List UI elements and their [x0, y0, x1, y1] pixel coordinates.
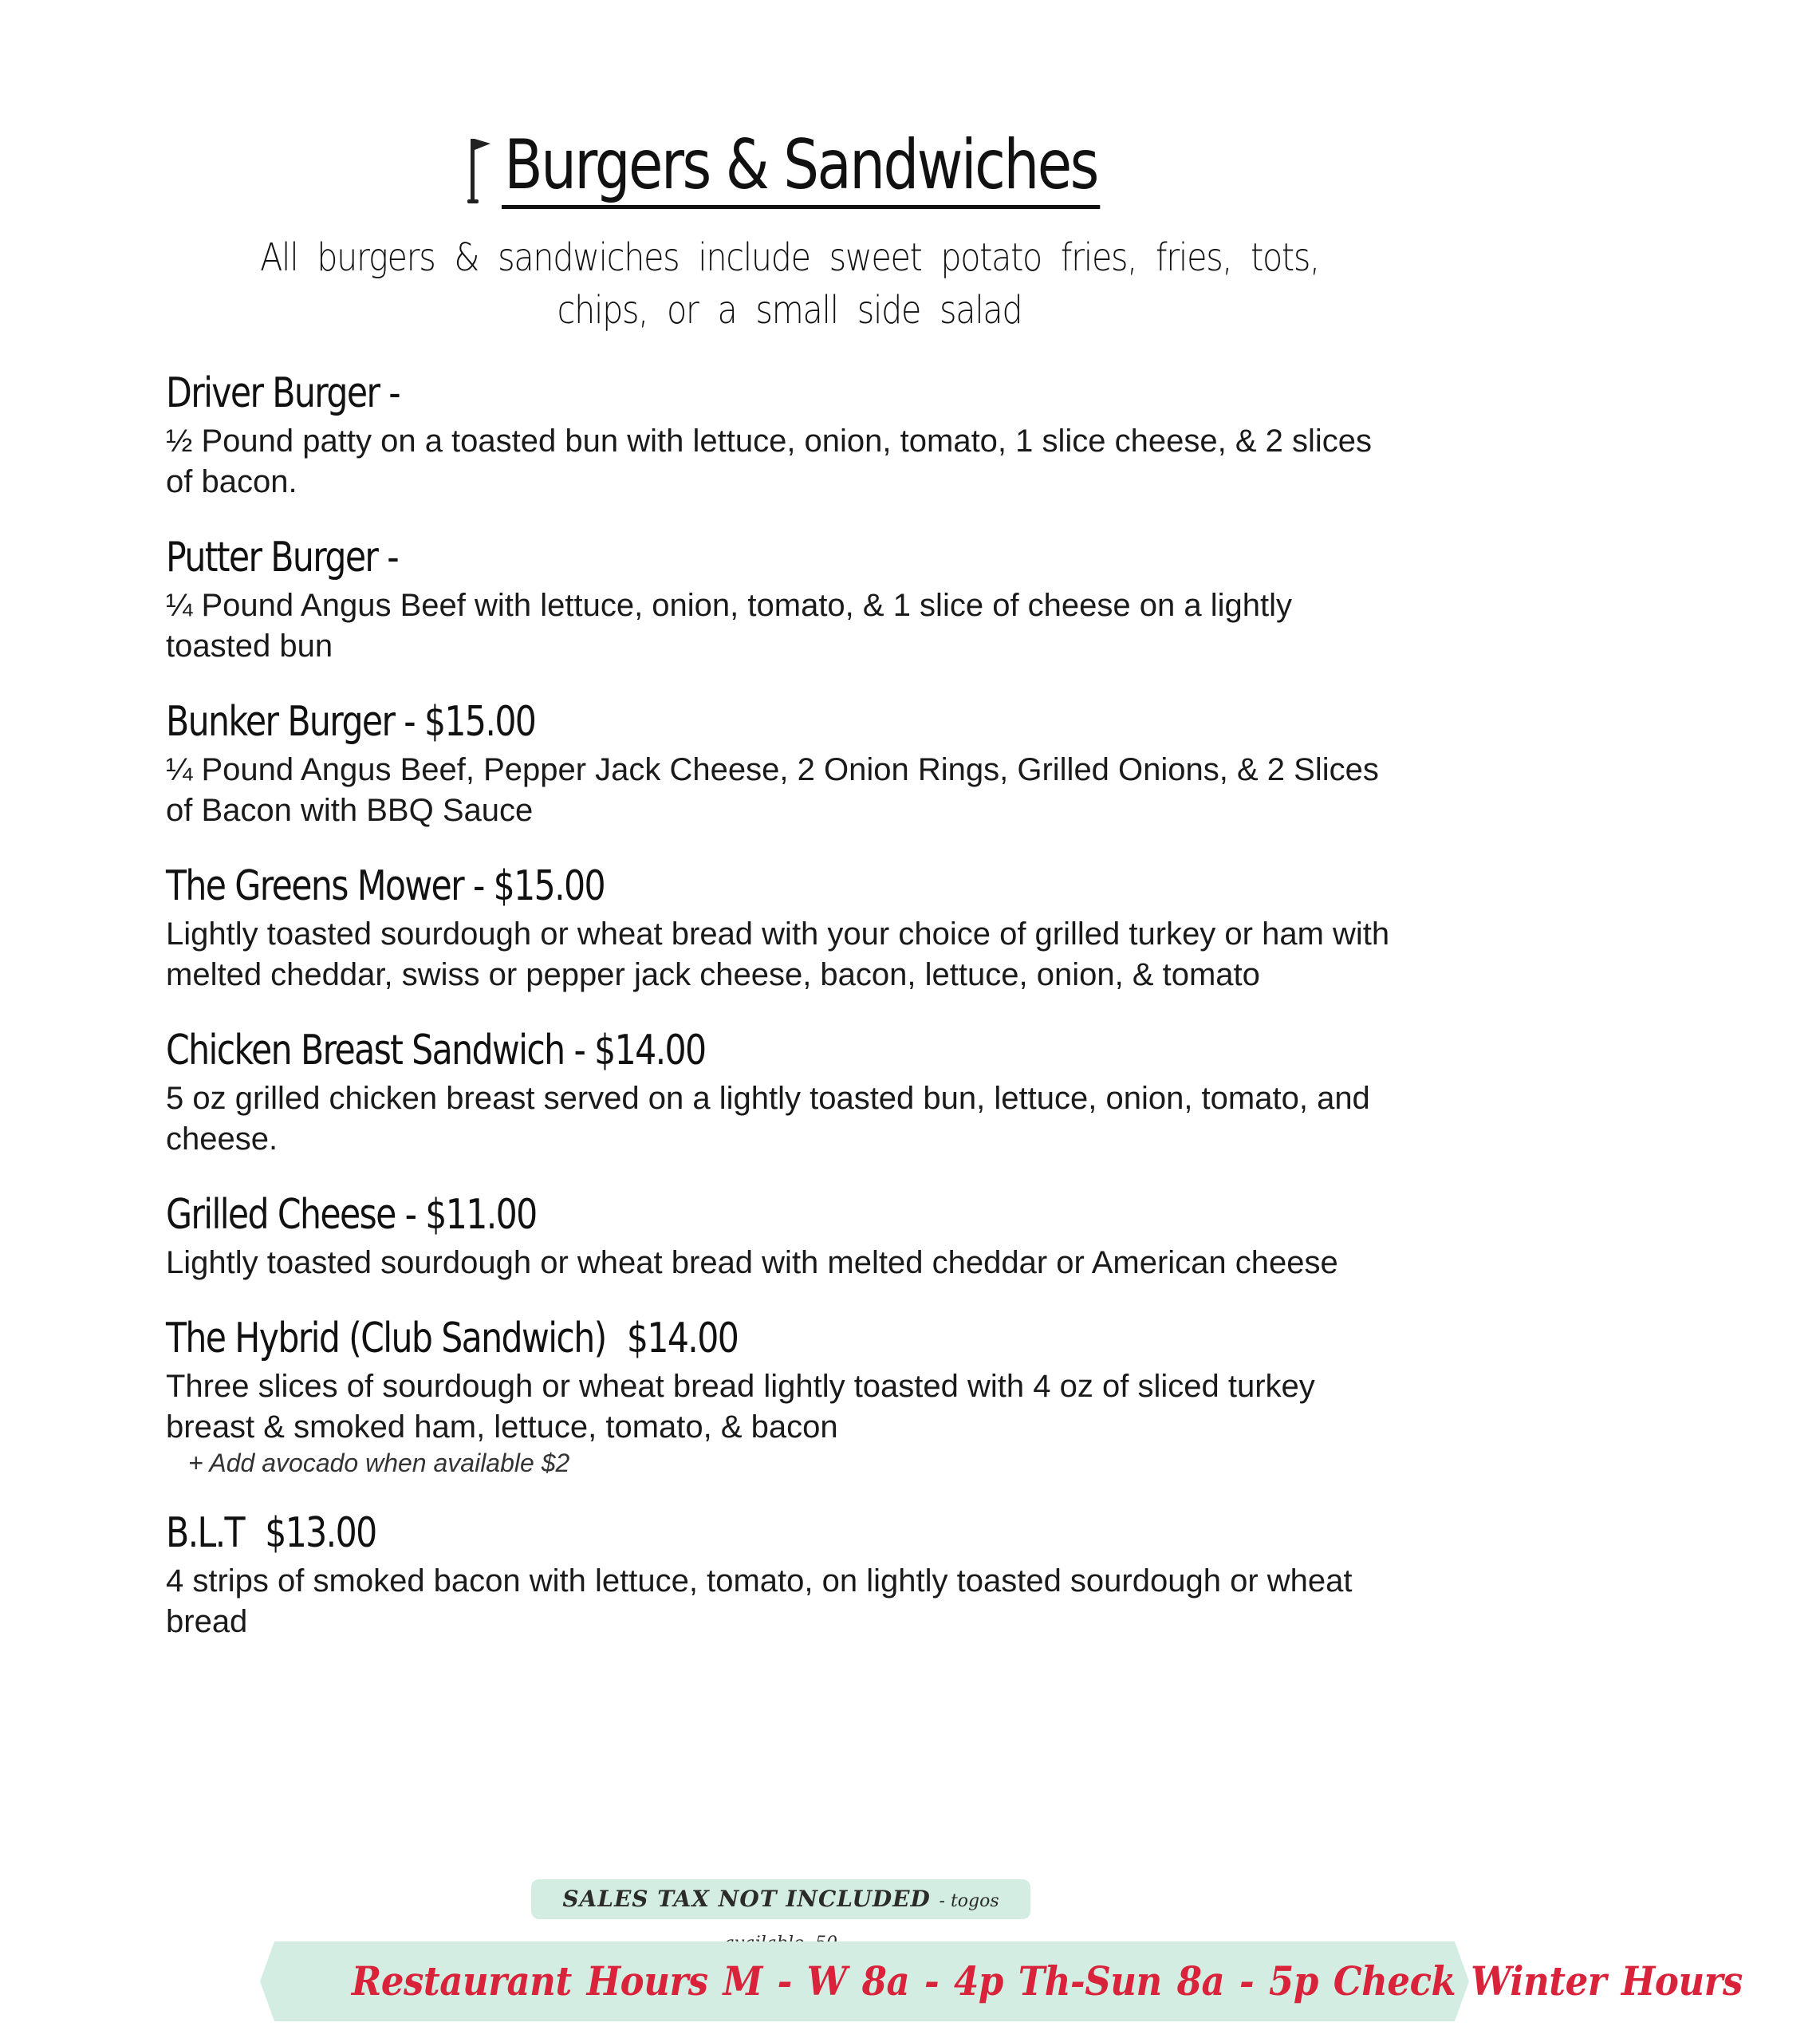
- item-name: [166, 1187, 1186, 1243]
- item-name: [166, 858, 1186, 914]
- menu-item: [166, 694, 1410, 831]
- hours-banner: [274, 1941, 1743, 2021]
- item-name: [166, 1023, 1186, 1078]
- menu-list: [166, 365, 1410, 1669]
- item-name: [166, 694, 1186, 750]
- item-price: $11.00: [425, 1191, 537, 1239]
- item-title: The Greens Mower -: [166, 862, 484, 910]
- golf-flag-icon: [467, 136, 494, 204]
- item-name: [166, 530, 1186, 585]
- menu-item: [166, 1505, 1410, 1642]
- title-text: Burgers & Sandwiches: [502, 128, 1100, 209]
- item-title: Putter Burger -: [166, 534, 398, 581]
- togo-note-text: - togos: [939, 1891, 999, 1911]
- item-title: The Hybrid (Club Sandwich): [166, 1315, 606, 1362]
- item-description: ½ Pound patty on a toasted bun with lettuce, onion, tomato, 1 slice cheese, & 2 slices of bacon.: [166, 424, 1373, 499]
- item-description: Lightly toasted sourdough or wheat bread with your choice of grilled turkey or ham with melted cheddar, swiss or pepper jack cheese, bacon, lettuce, onion, & tomato: [166, 917, 1390, 992]
- item-name: [166, 1505, 1186, 1561]
- item-description: 5 oz grilled chicken breast served on a lightly toasted bun, lettuce, onion, tomato, and cheese.: [166, 1081, 1370, 1157]
- menu-item: [166, 1187, 1410, 1283]
- item-title: Driver Burger -: [166, 369, 400, 417]
- item-price: $14.00: [594, 1027, 706, 1074]
- item-price: $15.00: [493, 862, 605, 910]
- item-title: B.L.T: [166, 1509, 244, 1557]
- subtitle: All burgers & sandwiches include sweet potato fries, fries, tots, chips, or a small side salad: [260, 235, 1319, 333]
- item-name: [166, 365, 1186, 421]
- item-name: [166, 1311, 1186, 1366]
- page-header: [0, 125, 1578, 209]
- item-description: Three slices of sourdough or wheat bread lightly toasted with 4 oz of sliced turkey breast & smoked ham, lettuce, tomato, & bacon: [166, 1369, 1315, 1445]
- item-title: Grilled Cheese -: [166, 1191, 416, 1239]
- menu-item: [166, 1023, 1410, 1160]
- item-description: 4 strips of smoked bacon with lettuce, tomato, on lightly toasted sourdough or wheat bread: [166, 1563, 1353, 1639]
- menu-item: [166, 1311, 1410, 1478]
- menu-item: [166, 858, 1410, 995]
- item-addon: + Add avocado when available $2: [188, 1449, 570, 1477]
- item-description: ¼ Pound Angus Beef, Pepper Jack Cheese, 2 Onion Rings, Grilled Onions, & 2 Slices of Bacon with BBQ Sauce: [166, 752, 1379, 828]
- hours-text: Restaurant Hours M - W 8a - 4p Th-Sun 8a - 5p Check Winter Hours: [351, 1957, 1743, 2005]
- item-price: $15.00: [423, 698, 536, 746]
- menu-item: [166, 530, 1410, 667]
- tax-note-text: SALES TAX NOT INCLUDED: [562, 1886, 931, 1912]
- item-description: Lightly toasted sourdough or wheat bread with melted cheddar or American cheese: [166, 1245, 1338, 1280]
- menu-item: [166, 365, 1410, 503]
- item-price: $14.00: [626, 1315, 739, 1362]
- item-price: $13.00: [265, 1509, 376, 1557]
- item-title: Chicken Breast Sandwich -: [166, 1027, 585, 1074]
- item-title: Bunker Burger -: [166, 698, 416, 746]
- item-description: ¼ Pound Angus Beef with lettuce, onion, tomato, & 1 slice of cheese on a lightly toasted bun: [166, 588, 1292, 664]
- page-title: [467, 125, 1112, 209]
- tax-note-banner: [531, 1879, 1030, 1919]
